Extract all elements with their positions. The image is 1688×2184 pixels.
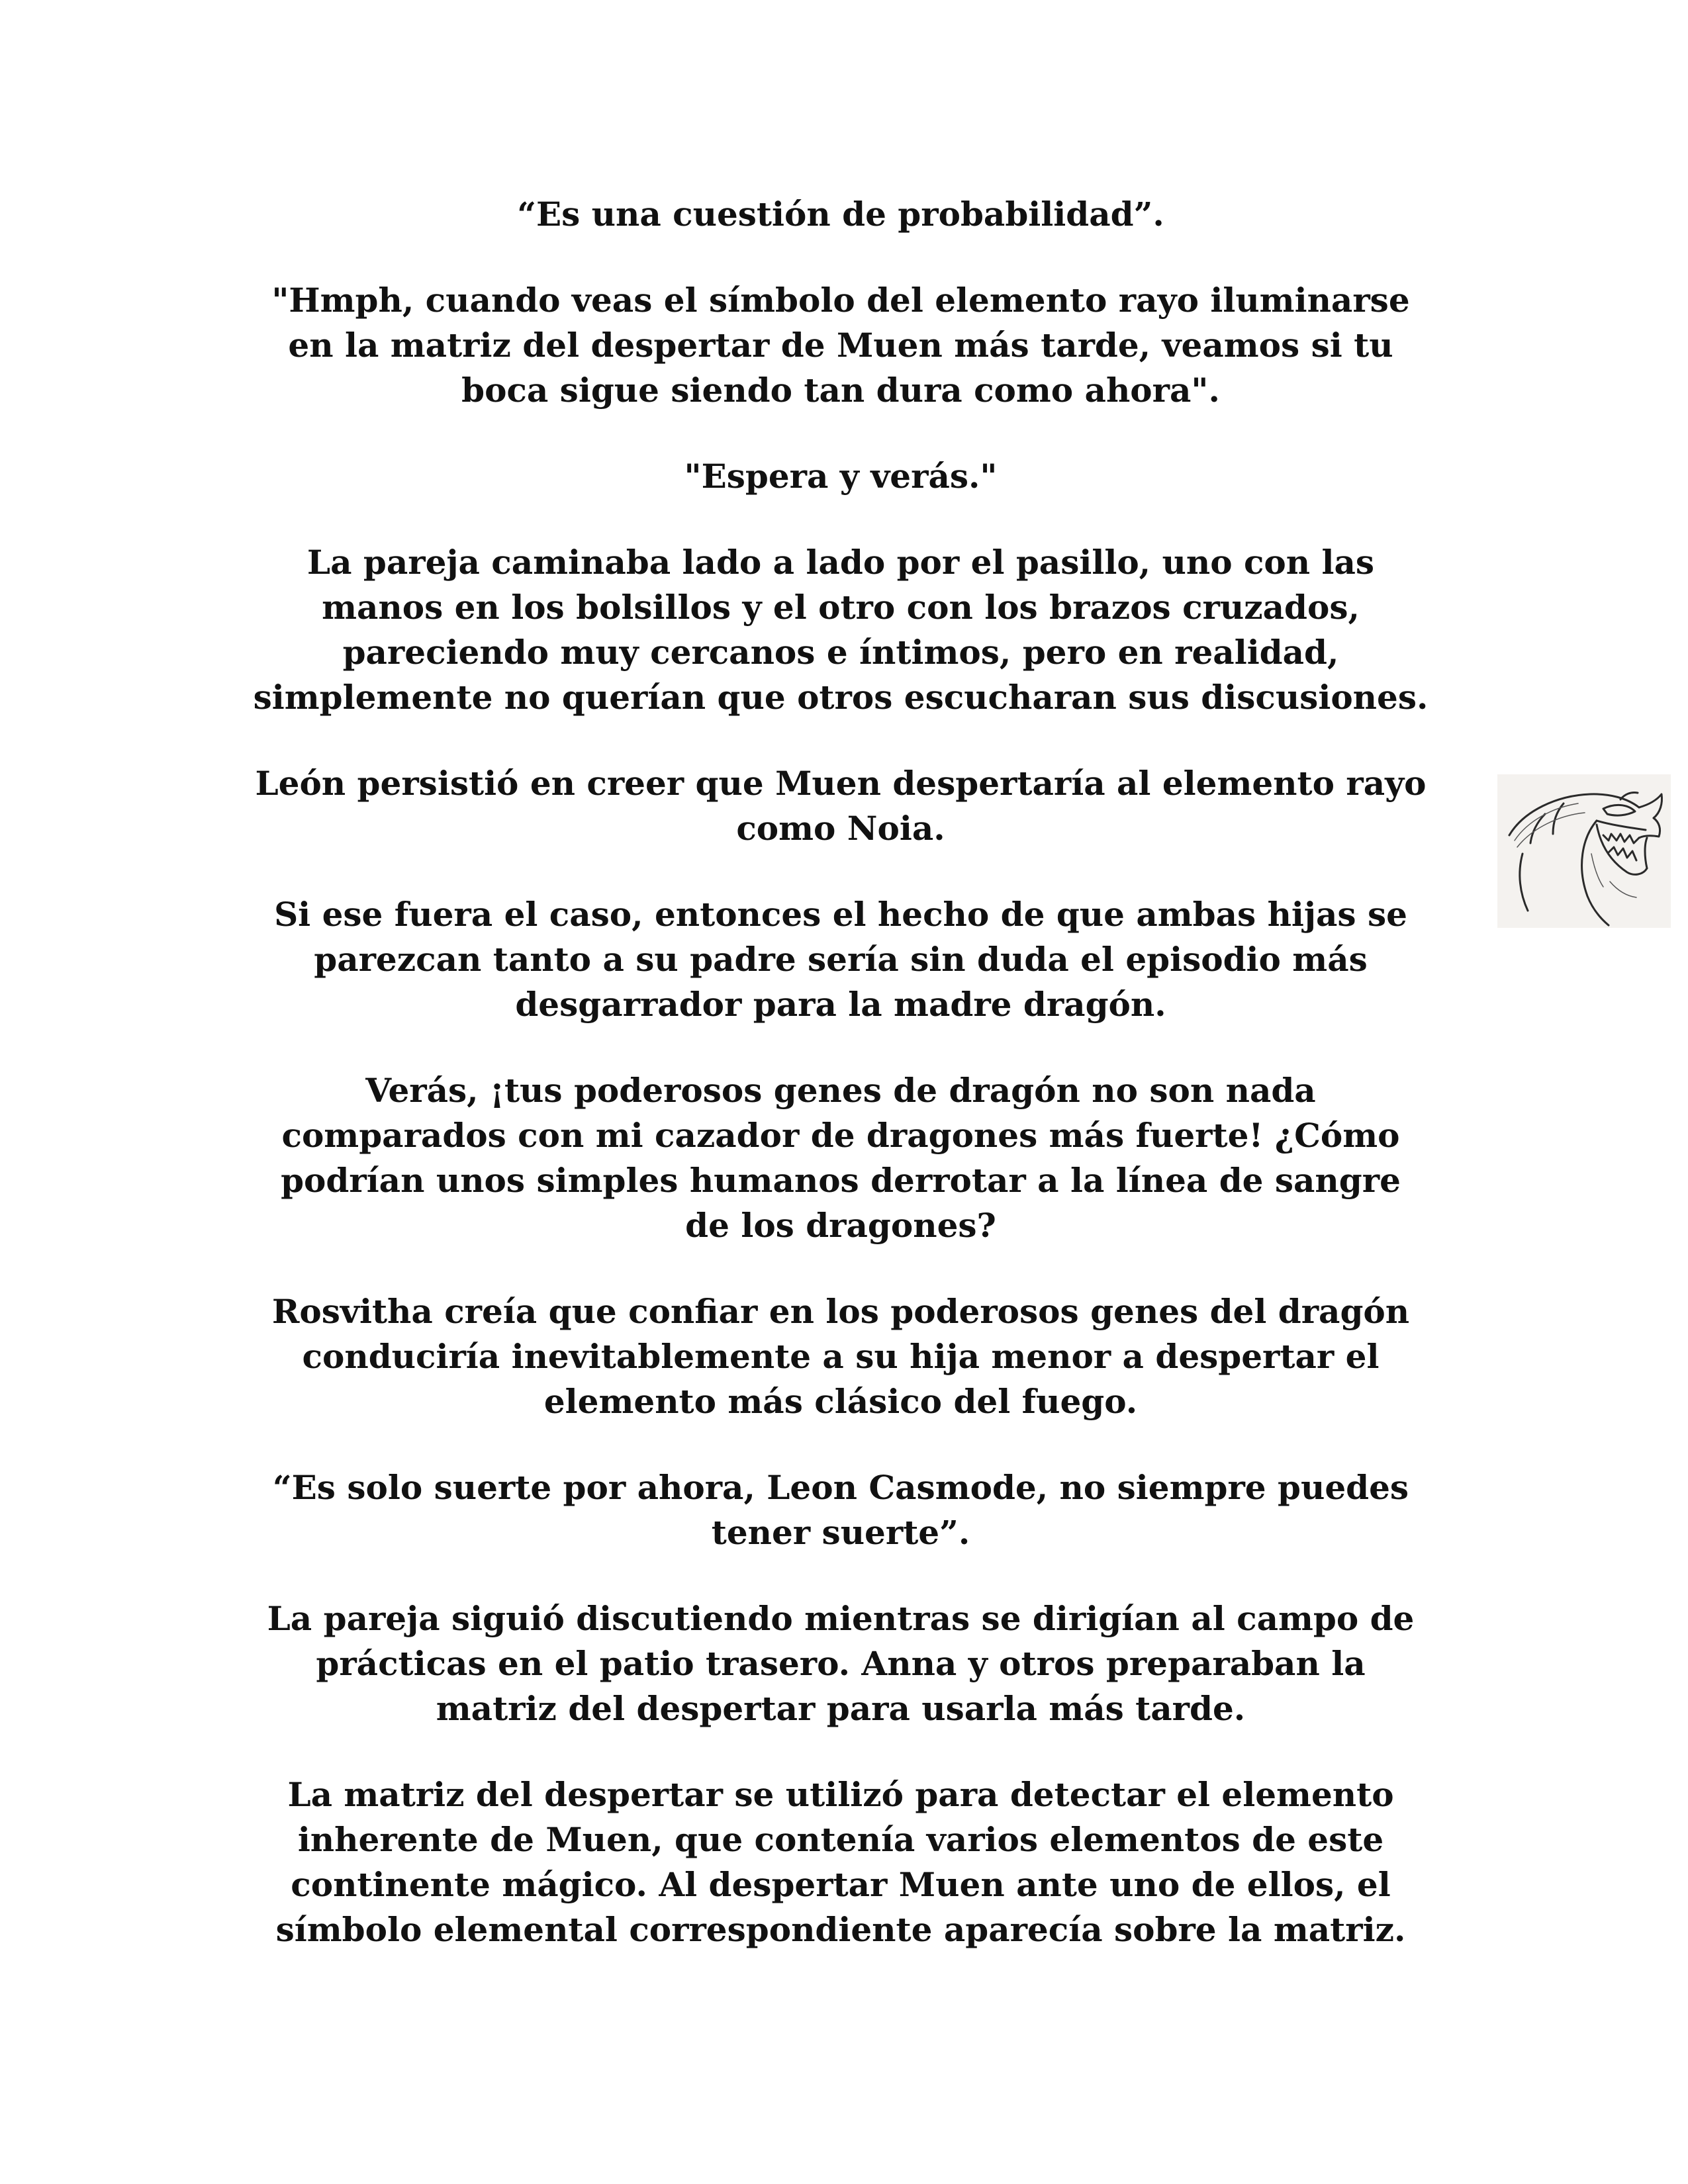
paragraph-5: León persistió en creer que Muen despertaría al elemento rayo como Noia. bbox=[255, 764, 1427, 848]
paragraph-10: La pareja siguió discutiendo mientras se dirigían al campo de prácticas en el patio trasero. Anna y otros preparaban la matriz del despertar para usarla más tarde. bbox=[267, 1599, 1415, 1728]
dragon-head-icon bbox=[1497, 774, 1671, 928]
paragraph-2: "Hmph, cuando veas el símbolo del elemento rayo iluminarse en la matriz del despertar de Muen más tarde, veamos si tu boca sigue siendo tan dura como ahora". bbox=[271, 281, 1410, 410]
paragraph-11: La matriz del despertar se utilizó para detectar el elemento inherente de Muen, que contenía varios elementos de este continente mágico. Al despertar Muen ante uno de ellos, el símbolo elemental correspondiente aparecía sobre la matriz. bbox=[275, 1775, 1406, 1949]
paragraph-4: La pareja caminaba lado a lado por el pasillo, uno con las manos en los bolsillos y el otro con los brazos cruzados, pareciendo muy cercanos e íntimos, pero en realidad, simplemente no querían que otros escucharan sus discusiones. bbox=[253, 543, 1429, 717]
paragraph-1: “Es una cuestión de probabilidad”. bbox=[517, 195, 1164, 234]
paragraph-6: Si ese fuera el caso, entonces el hecho de que ambas hijas se parezcan tanto a su padre sería sin duda el episodio más desgarrador para la madre dragón. bbox=[274, 895, 1407, 1024]
story-text bbox=[225, 192, 1456, 1993]
paragraph-7: Verás, ¡tus poderosos genes de dragón no son nada comparados con mi cazador de dragones más fuerte! ¿Cómo podrían unos simples humanos derrotar a la línea de sangre de los dragones? bbox=[281, 1071, 1401, 1245]
paragraph-9: “Es solo suerte por ahora, Leon Casmode, no siempre puedes tener suerte”. bbox=[272, 1468, 1409, 1552]
paragraph-3: "Espera y verás." bbox=[684, 457, 998, 496]
paragraph-8: Rosvitha creía que confiar en los poderosos genes del dragón conduciría inevitablemente a su hija menor a despertar el elemento más clásico del fuego. bbox=[271, 1292, 1410, 1421]
